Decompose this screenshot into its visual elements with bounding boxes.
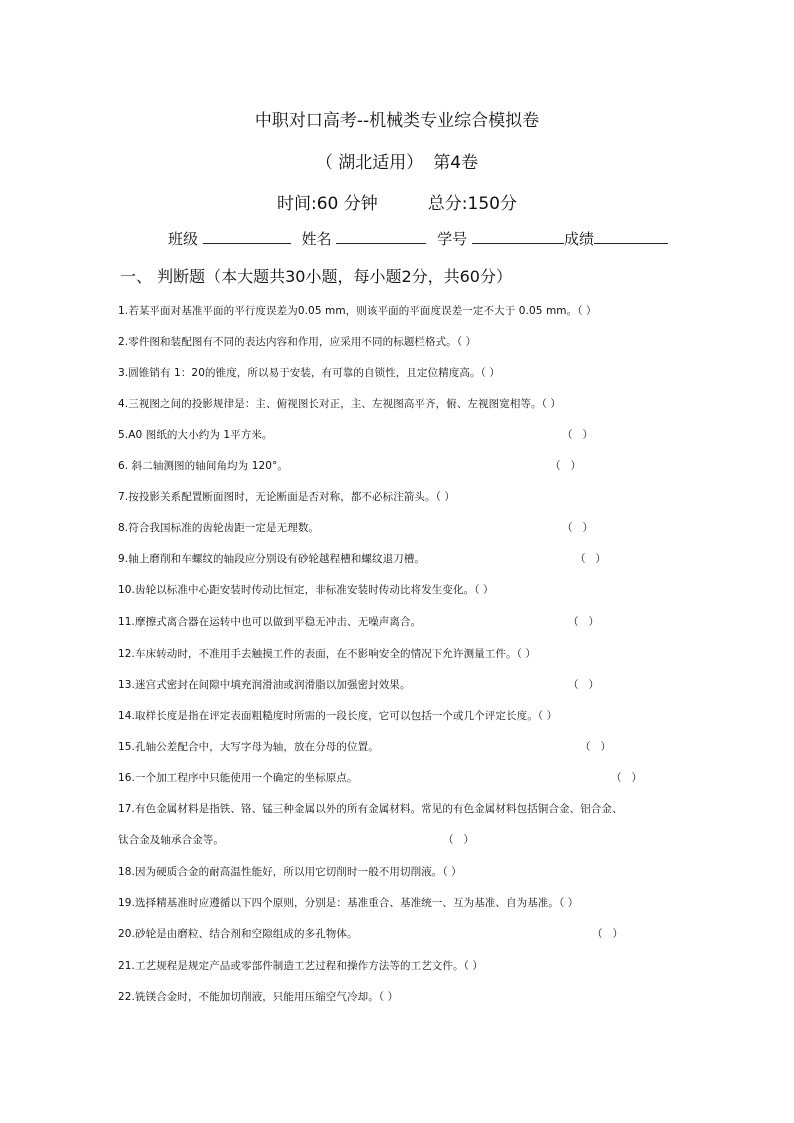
- question-item: 7.按投影关系配置断面图时，无论断面是否对称，都不必标注箭头。（ ）: [118, 491, 456, 503]
- answer-bracket[interactable]: （ ）: [443, 834, 475, 846]
- question-item: 9.轴上磨削和车螺纹的轴段应分别设有砂轮越程槽和螺纹退刀槽。: [118, 553, 426, 565]
- exam-time-score: [0, 189, 794, 214]
- question-item: 4.三视图之间的投影规律是：主、俯视图长对正，主、左视图高平齐，俯、左视图宽相等。（ ）: [118, 398, 562, 410]
- answer-bracket[interactable]: （ ）: [611, 772, 643, 784]
- answer-bracket[interactable]: （ ）: [592, 928, 624, 940]
- student-id-blank[interactable]: [472, 229, 564, 244]
- exam-subtitle: [0, 148, 794, 173]
- question-item: 1.若某平面对基准平面的平行度误差为0.05 mm，则该平面的平面度误差一定不大于 0.05 mm。（ ）: [118, 305, 597, 317]
- question-item: 18.因为硬质合金的耐高温性能好，所以用它切削时一般不用切削液。（ ）: [118, 866, 462, 878]
- student-info-row: [168, 228, 668, 249]
- question-item-continuation: 钛合金及轴承合金等。: [118, 834, 224, 846]
- answer-bracket[interactable]: （ ）: [580, 741, 612, 753]
- question-item: 16.一个加工程序中只能使用一个确定的坐标原点。: [118, 772, 358, 784]
- exam-time: 时间:60 分钟: [277, 194, 378, 214]
- question-item: 8.符合我国标准的齿轮齿距一定是无理数。: [118, 522, 320, 534]
- student-id-label: 学号: [437, 230, 468, 248]
- volume-label: 第4卷: [433, 153, 479, 173]
- question-item: 13.迷宫式密封在间隙中填充润滑油或润滑脂以加强密封效果。: [118, 679, 411, 691]
- question-item: 11.摩擦式离合器在运转中也可以做到平稳无冲击、无噪声离合。: [118, 616, 422, 628]
- question-item: 19.选择精基准时应遵循以下四个原则，分别是：基准重合、基准统一、互为基准、自为基准。（ ）: [118, 897, 579, 909]
- question-item: 10.齿轮以标准中心距安装时传动比恒定，非标准安装时传动比将发生变化。（ ）: [118, 584, 494, 596]
- question-item: 22.铣镁合金时，不能加切削液，只能用压缩空气冷却。（ ）: [118, 991, 399, 1003]
- answer-bracket[interactable]: （ ）: [562, 522, 594, 534]
- answer-bracket[interactable]: （ ）: [568, 616, 600, 628]
- question-item: 20.砂轮是由磨粒、结合剂和空隙组成的多孔物体。: [118, 928, 358, 940]
- answer-bracket[interactable]: （ ）: [575, 553, 607, 565]
- question-item: 5.A0 图纸的大小约为 1平方米。: [118, 429, 273, 441]
- class-label: 班级: [168, 230, 199, 248]
- question-item: 17.有色金属材料是指铁、铬、锰三种金属以外的所有金属材料。常见的有色金属材料包括铜合金、铝合金、: [118, 803, 623, 815]
- score-blank[interactable]: [594, 229, 668, 244]
- name-blank[interactable]: [336, 229, 426, 244]
- answer-bracket[interactable]: （ ）: [562, 429, 594, 441]
- question-item: 21.工艺规程是规定产品或零部件制造工艺过程和操作方法等的工艺文件。（ ）: [118, 960, 483, 972]
- class-blank[interactable]: [203, 229, 291, 244]
- exam-title: 中职对口高考--机械类专业综合模拟卷: [254, 111, 540, 131]
- question-item: 15.孔轴公差配合中，大写字母为轴，放在分母的位置。: [118, 741, 379, 753]
- answer-bracket[interactable]: （ ）: [568, 679, 600, 691]
- section-heading: 一、 判断题（本大题共30小题，每小题2分，共60分）: [120, 267, 512, 286]
- question-item: 6. 斜二轴测图的轴间角均为 120°。: [118, 460, 288, 472]
- exam-total-score: 总分:150分: [427, 194, 517, 214]
- question-item: 12.车床转动时，不准用手去触摸工件的表面，在不影响安全的情况下允许测量工件。（ ）: [118, 648, 536, 660]
- question-item: 14.取样长度是指在评定表面粗糙度时所需的一段长度，它可以包括一个或几个评定长度。（ ）: [118, 710, 558, 722]
- question-item: 3.圆锥销有 1：20的锥度，所以易于安装，有可靠的自锁性，且定位精度高。（ ）: [118, 367, 500, 379]
- region-label: （ 湖北适用）: [315, 153, 424, 173]
- score-label: 成绩: [563, 230, 594, 248]
- answer-bracket[interactable]: （ ）: [550, 460, 582, 472]
- name-label: 姓名: [301, 230, 332, 248]
- question-item: 2.零件图和装配图有不同的表达内容和作用，应采用不同的标题栏格式。（ ）: [118, 336, 477, 348]
